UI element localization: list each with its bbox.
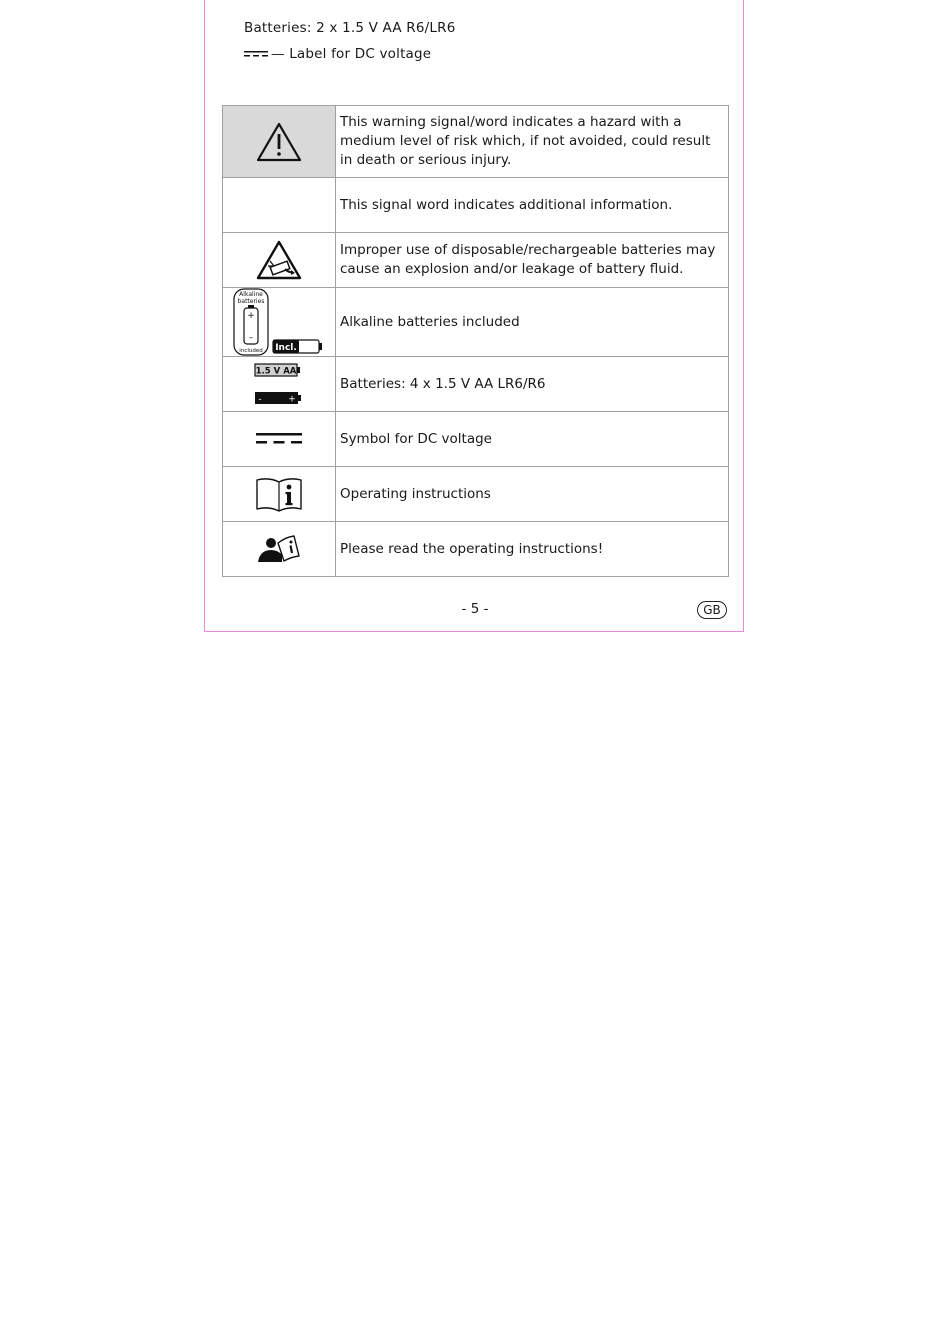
- alkaline-batteries-included-icon: [233, 291, 325, 354]
- dc-label-line: [244, 46, 431, 62]
- dc-voltage-icon: [256, 431, 302, 447]
- symbol-description: Improper use of disposable/rechargeable batteries may cause an explosion and/or leakage of battery fluid.: [336, 233, 729, 288]
- symbol-description: Please read the operating instructions!: [336, 522, 729, 577]
- included-label: included: [239, 348, 263, 354]
- dc-voltage-icon: [244, 46, 268, 62]
- symbol-description: This signal word indicates additional information.: [336, 178, 729, 233]
- svg-text:–: –: [248, 333, 254, 343]
- icon-cell: [223, 412, 336, 467]
- battery-1-5v-aa-icon: [254, 366, 304, 405]
- page-number: - 5 -: [461, 601, 489, 617]
- country-badge: GB: [697, 601, 727, 619]
- alkaline-label: Alkaline: [239, 291, 263, 298]
- table-row: [223, 467, 729, 522]
- symbol-description: Alkaline batteries included: [336, 288, 729, 357]
- table-row: [223, 178, 729, 233]
- incl-label: Incl.: [275, 343, 297, 353]
- minus-label: -: [258, 394, 262, 405]
- icon-cell: [223, 357, 336, 412]
- operating-instructions-book-icon: [255, 486, 303, 502]
- dc-label-text: — Label for DC voltage: [271, 46, 432, 62]
- batteries-line: Batteries: 2 x 1.5 V AA R6/LR6: [244, 20, 456, 36]
- icon-cell: [223, 288, 336, 357]
- icon-cell: [223, 233, 336, 288]
- symbol-description: Operating instructions: [336, 467, 729, 522]
- table-row: [223, 412, 729, 467]
- table-row: [223, 233, 729, 288]
- plus-label: +: [288, 394, 296, 405]
- warning-triangle-icon: [255, 134, 303, 150]
- table-row: [223, 106, 729, 178]
- icon-cell: [223, 178, 336, 233]
- svg-text:+: +: [247, 311, 255, 321]
- symbol-description: Symbol for DC voltage: [336, 412, 729, 467]
- battery-explosion-warning-icon: [255, 252, 303, 268]
- icon-cell: [223, 522, 336, 577]
- table-row: [223, 357, 729, 412]
- icon-cell: [223, 467, 336, 522]
- read-instructions-icon: [256, 541, 302, 557]
- icon-cell: [223, 106, 336, 178]
- table-row: [223, 522, 729, 577]
- voltage-label: 1.5 V AA: [255, 366, 297, 377]
- table-row: [223, 288, 729, 357]
- batteries-label: batteries: [237, 298, 265, 305]
- symbol-description: Batteries: 4 x 1.5 V AA LR6/R6: [336, 357, 729, 412]
- symbols-table: [222, 105, 729, 577]
- symbol-description: This warning signal/word indicates a hazard with a medium level of risk which, if not avoided, could result in death or serious injury.: [336, 106, 729, 178]
